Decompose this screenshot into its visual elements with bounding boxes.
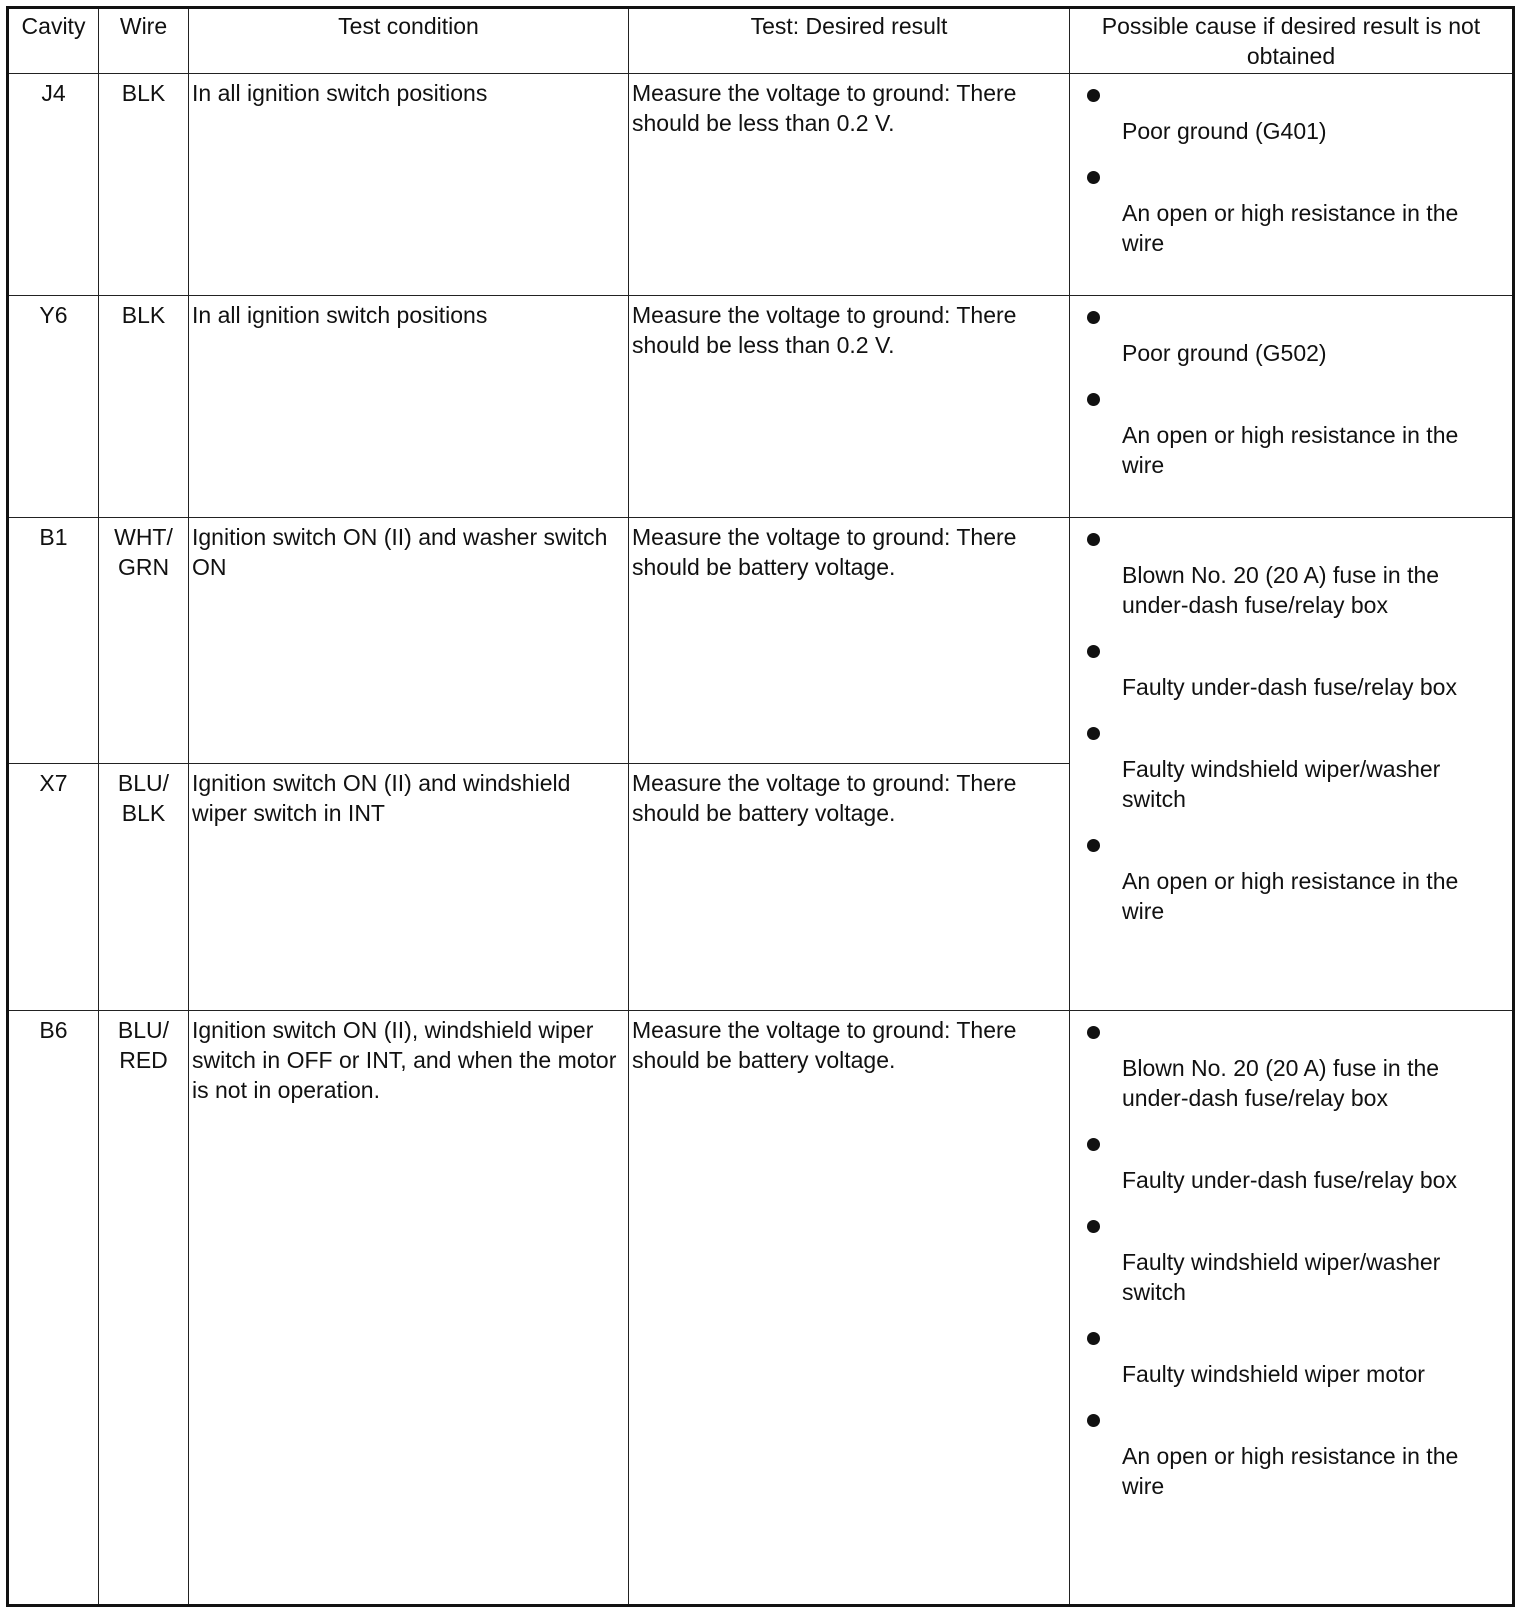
bullet-icon: [1087, 171, 1100, 184]
cause-item: [1070, 634, 1506, 716]
bullet-icon: [1087, 393, 1100, 406]
bullet-icon: [1087, 533, 1100, 546]
cause-item: [1070, 382, 1506, 480]
cause-text: Poor ground (G401): [1122, 118, 1327, 144]
cause-text: An open or high resistance in the wire: [1122, 422, 1459, 478]
cavity-cell: B1: [8, 518, 99, 764]
cause-text: An open or high resistance in the wire: [1122, 868, 1459, 924]
wire-cell: BLK: [99, 296, 189, 518]
cause-text: An open or high resistance in the wire: [1122, 1443, 1459, 1499]
wire-cell: BLU/ RED: [99, 1011, 189, 1606]
cause-text: Faulty windshield wiper motor: [1122, 1361, 1425, 1387]
result-cell: Measure the voltage to ground: There should be battery voltage.: [629, 1011, 1070, 1606]
bullet-icon: [1087, 89, 1100, 102]
test-table: [6, 6, 1515, 1607]
cause-text: An open or high resistance in the wire: [1122, 200, 1459, 256]
cause-cell: [1070, 74, 1514, 296]
bullet-icon: [1087, 1414, 1100, 1427]
cavity-cell: J4: [8, 74, 99, 296]
result-cell: Measure the voltage to ground: There should be battery voltage.: [629, 764, 1070, 1011]
cause-item: [1070, 1321, 1506, 1403]
cause-item: [1070, 1403, 1506, 1501]
cause-item: [1070, 160, 1506, 258]
cause-text: Faulty under-dash fuse/relay box: [1122, 1167, 1457, 1193]
condition-cell: Ignition switch ON (II) and washer switch ON: [189, 518, 629, 764]
condition-cell: Ignition switch ON (II) and windshield wiper switch in INT: [189, 764, 629, 1011]
cavity-cell: X7: [8, 764, 99, 1011]
cause-item: [1070, 716, 1506, 828]
header-possible-cause: Possible cause if desired result is not obtained: [1070, 8, 1514, 74]
table-row: [8, 74, 1514, 296]
cause-item: [1070, 828, 1506, 926]
result-cell: Measure the voltage to ground: There should be battery voltage.: [629, 518, 1070, 764]
table-row: [8, 296, 1514, 518]
bullet-icon: [1087, 1220, 1100, 1233]
cause-item: [1070, 78, 1506, 160]
bullet-icon: [1087, 1332, 1100, 1345]
bullet-icon: [1087, 727, 1100, 740]
bullet-icon: [1087, 311, 1100, 324]
bullet-icon: [1087, 1138, 1100, 1151]
cause-item: [1070, 1127, 1506, 1209]
cause-text: Faulty windshield wiper/washer switch: [1122, 756, 1441, 812]
cavity-cell: Y6: [8, 296, 99, 518]
bullet-icon: [1087, 839, 1100, 852]
table-row: [8, 518, 1514, 764]
header-cavity: Cavity: [8, 8, 99, 74]
result-cell: Measure the voltage to ground: There should be less than 0.2 V.: [629, 296, 1070, 518]
header-desired-result: Test: Desired result: [629, 8, 1070, 74]
wire-cell: WHT/ GRN: [99, 518, 189, 764]
cause-list: [1070, 518, 1512, 926]
cause-text: Blown No. 20 (20 A) fuse in the under-dash fuse/relay box: [1122, 562, 1440, 618]
cause-list: [1070, 74, 1512, 258]
cause-item: [1070, 522, 1506, 634]
cause-text: Faulty windshield wiper/washer switch: [1122, 1249, 1441, 1305]
bullet-icon: [1087, 1026, 1100, 1039]
header-row: [8, 8, 1514, 74]
condition-cell: In all ignition switch positions: [189, 296, 629, 518]
cause-cell: [1070, 296, 1514, 518]
cause-text: Poor ground (G502): [1122, 340, 1327, 366]
cause-cell: [1070, 518, 1514, 1011]
wire-cell: BLK: [99, 74, 189, 296]
cause-list: [1070, 296, 1512, 480]
header-wire: Wire: [99, 8, 189, 74]
cause-item: [1070, 1209, 1506, 1321]
cause-text: Blown No. 20 (20 A) fuse in the under-dash fuse/relay box: [1122, 1055, 1440, 1111]
cavity-cell: B6: [8, 1011, 99, 1606]
cause-cell: [1070, 1011, 1514, 1606]
condition-cell: Ignition switch ON (II), windshield wiper switch in OFF or INT, and when the motor is not in operation.: [189, 1011, 629, 1606]
cause-item: [1070, 300, 1506, 382]
wire-cell: BLU/ BLK: [99, 764, 189, 1011]
result-cell: Measure the voltage to ground: There should be less than 0.2 V.: [629, 74, 1070, 296]
header-test-condition: Test condition: [189, 8, 629, 74]
cause-item: [1070, 1015, 1506, 1127]
condition-cell: In all ignition switch positions: [189, 74, 629, 296]
table-row: [8, 1011, 1514, 1606]
cause-list: [1070, 1011, 1512, 1501]
cause-text: Faulty under-dash fuse/relay box: [1122, 674, 1457, 700]
bullet-icon: [1087, 645, 1100, 658]
